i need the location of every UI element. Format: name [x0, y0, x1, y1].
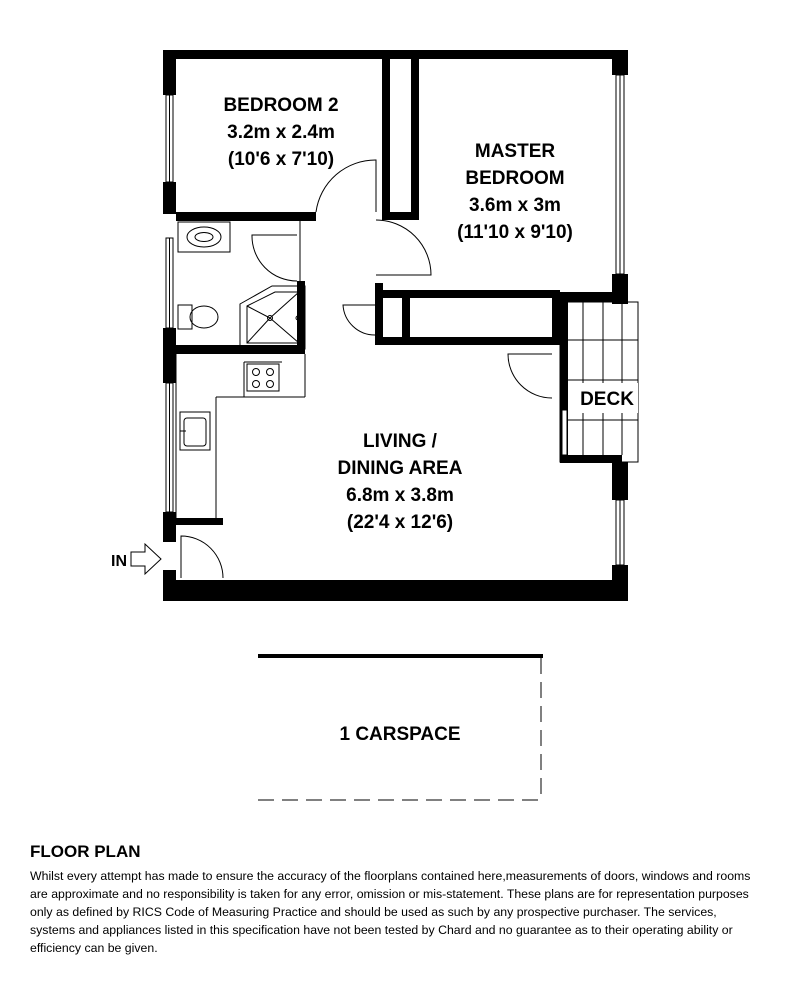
toilet-icon [178, 305, 218, 329]
shower-icon [240, 286, 305, 349]
living-size-m: 6.8m x 3.8m [346, 485, 454, 506]
bedroom2-size-m: 3.2m x 2.4m [227, 122, 335, 143]
master-name-line1: MASTER [474, 141, 556, 162]
master-size-m: 3.6m x 3m [469, 195, 561, 216]
entry-label: IN [111, 553, 127, 570]
bedroom2-size-ft: (10'6 x 7'10) [227, 149, 335, 170]
entry-arrow-icon [131, 544, 161, 574]
carspace-label: 1 CARSPACE [339, 724, 461, 745]
footer-title: FLOOR PLAN [30, 842, 141, 861]
cooktop-icon [247, 364, 279, 391]
bedroom2-name: BEDROOM 2 [223, 95, 339, 116]
living-name-line2: DINING AREA [337, 458, 463, 479]
deck-label: DECK [580, 389, 634, 410]
living-size-ft: (22'4 x 12'6) [346, 512, 454, 533]
footer-disclaimer: Whilst every attempt has made to ensure the accuracy of the floorplans contained here,measurements of doors, windows and rooms are approximate and no responsibility is taken for any error, omission or mis-statement. These plans are for representation purposes only as defined by RICS Code of Measuring Practice and should be used as such by any prospective purchaser. The services, systems and appliances listed in this specification have not been tested by Chard and no guarantee as to their operating ability or efficiency can be given. [30, 869, 751, 955]
living-name-line1: LIVING / [363, 431, 437, 452]
master-size-ft: (11'10 x 9'10) [457, 222, 573, 243]
basin-icon [178, 222, 230, 252]
master-name-line2: BEDROOM [465, 168, 565, 189]
sink-icon [180, 412, 210, 450]
deck [560, 302, 638, 463]
